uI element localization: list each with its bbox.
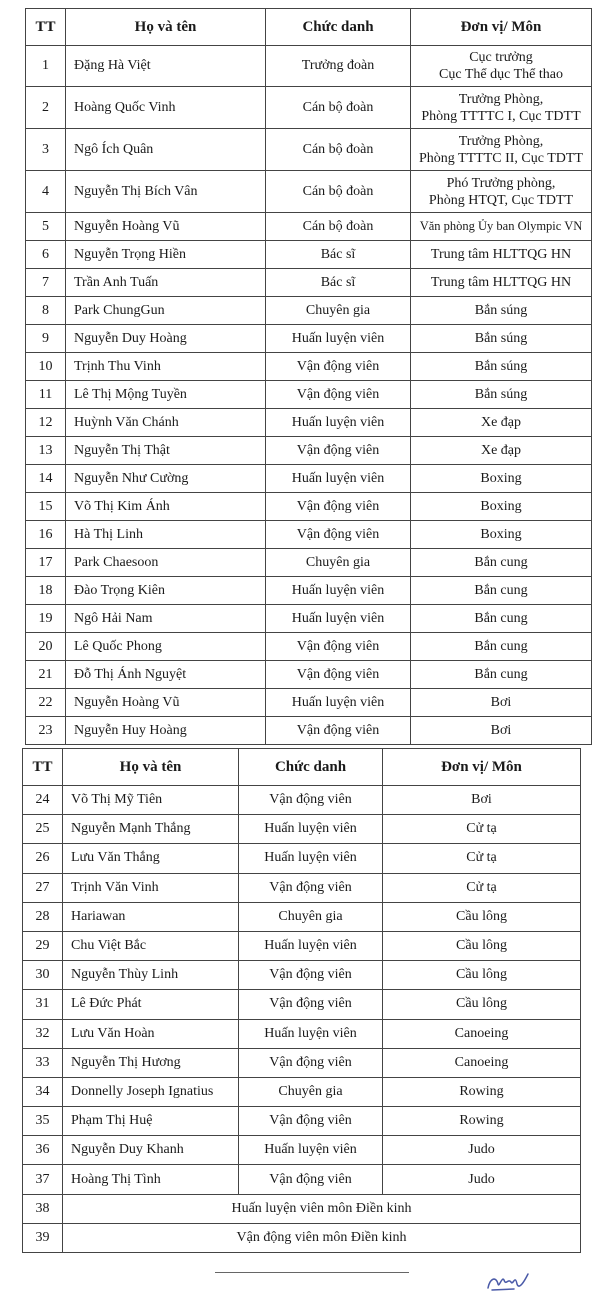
row-number: 33 — [23, 1048, 63, 1077]
person-name: Hà Thị Linh — [66, 521, 266, 549]
job-title: Vận động viên — [239, 1048, 383, 1077]
person-name: Nguyễn Như Cường — [66, 465, 266, 493]
job-title: Vận động viên — [266, 493, 411, 521]
merged-description: Huấn luyện viên môn Điền kinh — [63, 1194, 581, 1223]
job-title: Vận động viên — [266, 381, 411, 409]
person-name: Park Chaesoon — [66, 549, 266, 577]
unit-cell: Cầu lông — [383, 931, 581, 960]
row-number: 3 — [26, 129, 66, 171]
header-tt: TT — [26, 9, 66, 46]
row-number: 16 — [26, 521, 66, 549]
person-name: Hoàng Quốc Vinh — [66, 87, 266, 129]
row-number: 10 — [26, 353, 66, 381]
table-row — [26, 577, 592, 605]
person-name: Hariawan — [63, 902, 239, 931]
row-number: 27 — [23, 873, 63, 902]
delegation-table-part-2 — [22, 748, 581, 1253]
row-number: 6 — [26, 241, 66, 269]
table-row — [26, 437, 592, 465]
table-row — [23, 844, 581, 873]
unit-cell: Canoeing — [383, 1048, 581, 1077]
table-row — [26, 465, 592, 493]
person-name: Nguyễn Thị Hương — [63, 1048, 239, 1077]
job-title: Vận động viên — [239, 990, 383, 1019]
row-number: 21 — [26, 661, 66, 689]
job-title: Bác sĩ — [266, 241, 411, 269]
row-number: 18 — [26, 577, 66, 605]
row-number: 15 — [26, 493, 66, 521]
row-number: 4 — [26, 171, 66, 213]
table-row — [26, 409, 592, 437]
job-title: Trưởng đoàn — [266, 46, 411, 87]
table-row — [26, 717, 592, 745]
person-name: Phạm Thị Huệ — [63, 1107, 239, 1136]
person-name: Nguyễn Thùy Linh — [63, 961, 239, 990]
table-row — [23, 990, 581, 1019]
person-name: Nguyễn Thị Thật — [66, 437, 266, 465]
person-name: Võ Thị Mỹ Tiên — [63, 786, 239, 815]
row-number: 20 — [26, 633, 66, 661]
table-row — [26, 521, 592, 549]
unit-cell: Canoeing — [383, 1019, 581, 1048]
row-number: 34 — [23, 1077, 63, 1106]
row-number: 38 — [23, 1194, 63, 1223]
row-number: 9 — [26, 325, 66, 353]
unit-cell — [411, 171, 592, 213]
row-number: 1 — [26, 46, 66, 87]
job-title: Chuyên gia — [266, 549, 411, 577]
row-number: 17 — [26, 549, 66, 577]
header-tt: TT — [23, 749, 63, 786]
table-row — [23, 902, 581, 931]
row-number: 32 — [23, 1019, 63, 1048]
table-row — [23, 1165, 581, 1194]
table-row — [26, 87, 592, 129]
unit-cell: Bắn súng — [411, 325, 592, 353]
job-title: Huấn luyện viên — [239, 931, 383, 960]
delegation-table-part-1 — [25, 8, 592, 745]
unit-cell: Bắn cung — [411, 633, 592, 661]
job-title: Huấn luyện viên — [266, 605, 411, 633]
table-row — [26, 171, 592, 213]
person-name: Nguyễn Huy Hoàng — [66, 717, 266, 745]
table-row — [26, 213, 592, 241]
person-name: Nguyễn Mạnh Thắng — [63, 815, 239, 844]
job-title: Vận động viên — [266, 633, 411, 661]
unit-cell: Bơi — [411, 689, 592, 717]
unit-cell: Judo — [383, 1165, 581, 1194]
job-title: Vận động viên — [266, 437, 411, 465]
unit-cell: Rowing — [383, 1077, 581, 1106]
table-row — [26, 605, 592, 633]
table-row — [23, 1048, 581, 1077]
signature-initials — [484, 1268, 532, 1296]
job-title: Vận động viên — [239, 961, 383, 990]
job-title: Cán bộ đoàn — [266, 213, 411, 241]
unit-cell: Văn phòng Ủy ban Olympic VN — [411, 213, 592, 241]
unit-cell: Bắn cung — [411, 605, 592, 633]
person-name: Nguyễn Hoàng Vũ — [66, 689, 266, 717]
unit-cell: Trung tâm HLTTQG HN — [411, 269, 592, 297]
table-row — [23, 931, 581, 960]
job-title: Vận động viên — [266, 353, 411, 381]
header-name: Họ và tên — [63, 749, 239, 786]
unit-cell — [411, 46, 592, 87]
row-number: 35 — [23, 1107, 63, 1136]
unit-cell — [411, 87, 592, 129]
unit-cell: Cử tạ — [383, 815, 581, 844]
job-title: Cán bộ đoàn — [266, 171, 411, 213]
unit-line-2: Phòng TTTTC II, Cục TDTT — [419, 150, 583, 166]
table-row-merged — [23, 1194, 581, 1223]
job-title: Vận động viên — [266, 661, 411, 689]
unit-cell: Bắn súng — [411, 381, 592, 409]
job-title: Bác sĩ — [266, 269, 411, 297]
person-name: Ngô Ích Quân — [66, 129, 266, 171]
unit-cell: Bắn cung — [411, 661, 592, 689]
table-row — [26, 633, 592, 661]
table-row — [26, 381, 592, 409]
person-name: Lê Thị Mộng Tuyền — [66, 381, 266, 409]
person-name: Đào Trọng Kiên — [66, 577, 266, 605]
job-title: Cán bộ đoàn — [266, 87, 411, 129]
table-header-row — [23, 749, 581, 786]
person-name: Trịnh Văn Vinh — [63, 873, 239, 902]
unit-cell: Boxing — [411, 493, 592, 521]
table-row — [26, 325, 592, 353]
row-number: 25 — [23, 815, 63, 844]
unit-line-2: Cục Thể dục Thể thao — [439, 67, 563, 82]
person-name: Nguyễn Hoàng Vũ — [66, 213, 266, 241]
unit-line-1: Trưởng Phòng, — [458, 133, 544, 149]
person-name: Nguyễn Duy Hoàng — [66, 325, 266, 353]
table-row — [26, 241, 592, 269]
person-name: Huỳnh Văn Chánh — [66, 409, 266, 437]
row-number: 7 — [26, 269, 66, 297]
table-row — [26, 493, 592, 521]
job-title: Chuyên gia — [239, 1077, 383, 1106]
table-row — [26, 353, 592, 381]
unit-cell: Boxing — [411, 465, 592, 493]
unit-cell: Cầu lông — [383, 961, 581, 990]
job-title: Vận động viên — [239, 786, 383, 815]
person-name: Ngô Hải Nam — [66, 605, 266, 633]
table-row — [23, 1077, 581, 1106]
header-title: Chức danh — [266, 9, 411, 46]
unit-cell: Bắn cung — [411, 549, 592, 577]
job-title: Chuyên gia — [266, 297, 411, 325]
header-name: Họ và tên — [66, 9, 266, 46]
person-name: Lê Quốc Phong — [66, 633, 266, 661]
row-number: 11 — [26, 381, 66, 409]
unit-cell: Bắn súng — [411, 353, 592, 381]
job-title: Huấn luyện viên — [266, 689, 411, 717]
unit-cell: Xe đạp — [411, 409, 592, 437]
unit-line-2: Phòng HTQT, Cục TDTT — [428, 192, 574, 208]
job-title: Vận động viên — [239, 1165, 383, 1194]
job-title: Chuyên gia — [239, 902, 383, 931]
unit-cell: Trung tâm HLTTQG HN — [411, 241, 592, 269]
row-number: 19 — [26, 605, 66, 633]
person-name: Lưu Văn Thắng — [63, 844, 239, 873]
row-number: 8 — [26, 297, 66, 325]
merged-description: Vận động viên môn Điền kinh — [63, 1223, 581, 1252]
unit-line-1: Cục trưởng — [469, 50, 533, 65]
table-row — [26, 661, 592, 689]
job-title: Vận động viên — [239, 1107, 383, 1136]
person-name: Đặng Hà Việt — [66, 46, 266, 87]
unit-cell: Cầu lông — [383, 990, 581, 1019]
unit-cell: Bơi — [383, 786, 581, 815]
row-number: 5 — [26, 213, 66, 241]
row-number: 30 — [23, 961, 63, 990]
unit-cell: Boxing — [411, 521, 592, 549]
person-name: Võ Thị Kim Ánh — [66, 493, 266, 521]
table-row — [23, 1136, 581, 1165]
table-row — [26, 297, 592, 325]
table-row — [26, 129, 592, 171]
header-unit: Đơn vị/ Môn — [383, 749, 581, 786]
person-name: Nguyễn Thị Bích Vân — [66, 171, 266, 213]
row-number: 39 — [23, 1223, 63, 1252]
table-row — [26, 689, 592, 717]
job-title: Huấn luyện viên — [266, 409, 411, 437]
row-number: 23 — [26, 717, 66, 745]
table-row — [26, 46, 592, 87]
job-title: Huấn luyện viên — [266, 325, 411, 353]
row-number: 24 — [23, 786, 63, 815]
person-name: Nguyễn Trọng Hiền — [66, 241, 266, 269]
job-title: Huấn luyện viên — [239, 1136, 383, 1165]
header-title: Chức danh — [239, 749, 383, 786]
job-title: Huấn luyện viên — [239, 1019, 383, 1048]
table-row — [23, 815, 581, 844]
unit-cell: Cầu lông — [383, 902, 581, 931]
footer-divider — [215, 1272, 409, 1273]
person-name: Hoàng Thị Tình — [63, 1165, 239, 1194]
person-name: Đỗ Thị Ánh Nguyệt — [66, 661, 266, 689]
row-number: 28 — [23, 902, 63, 931]
person-name: Trịnh Thu Vinh — [66, 353, 266, 381]
table-row — [23, 873, 581, 902]
row-number: 37 — [23, 1165, 63, 1194]
row-number: 26 — [23, 844, 63, 873]
unit-cell: Bơi — [411, 717, 592, 745]
person-name: Park ChungGun — [66, 297, 266, 325]
unit-line-1: Trưởng Phòng, — [458, 91, 544, 107]
person-name: Lưu Văn Hoàn — [63, 1019, 239, 1048]
row-number: 13 — [26, 437, 66, 465]
person-name: Nguyễn Duy Khanh — [63, 1136, 239, 1165]
unit-cell: Bắn cung — [411, 577, 592, 605]
person-name: Trần Anh Tuấn — [66, 269, 266, 297]
table-row — [23, 961, 581, 990]
table-row — [23, 1019, 581, 1048]
job-title: Huấn luyện viên — [266, 465, 411, 493]
unit-cell: Cử tạ — [383, 873, 581, 902]
person-name: Donnelly Joseph Ignatius — [63, 1077, 239, 1106]
table-row — [23, 1107, 581, 1136]
row-number: 31 — [23, 990, 63, 1019]
unit-line-2: Phòng TTTTC I, Cục TDTT — [421, 108, 581, 124]
job-title: Vận động viên — [266, 717, 411, 745]
job-title: Vận động viên — [239, 873, 383, 902]
row-number: 14 — [26, 465, 66, 493]
table-row-merged — [23, 1223, 581, 1252]
row-number: 29 — [23, 931, 63, 960]
job-title: Cán bộ đoàn — [266, 129, 411, 171]
job-title: Huấn luyện viên — [239, 815, 383, 844]
unit-cell: Judo — [383, 1136, 581, 1165]
row-number: 12 — [26, 409, 66, 437]
person-name: Lê Đức Phát — [63, 990, 239, 1019]
row-number: 2 — [26, 87, 66, 129]
row-number: 36 — [23, 1136, 63, 1165]
unit-cell: Xe đạp — [411, 437, 592, 465]
table-row — [26, 549, 592, 577]
unit-cell: Cử tạ — [383, 844, 581, 873]
unit-cell: Bắn súng — [411, 297, 592, 325]
job-title: Huấn luyện viên — [266, 577, 411, 605]
table-header-row — [26, 9, 592, 46]
table-row — [23, 786, 581, 815]
unit-cell: Rowing — [383, 1107, 581, 1136]
job-title: Vận động viên — [266, 521, 411, 549]
unit-line-1: Phó Trưởng phòng, — [446, 175, 556, 191]
job-title: Huấn luyện viên — [239, 844, 383, 873]
row-number: 22 — [26, 689, 66, 717]
person-name: Chu Việt Bắc — [63, 931, 239, 960]
table-row — [26, 269, 592, 297]
unit-cell — [411, 129, 592, 171]
header-unit: Đơn vị/ Môn — [411, 9, 592, 46]
